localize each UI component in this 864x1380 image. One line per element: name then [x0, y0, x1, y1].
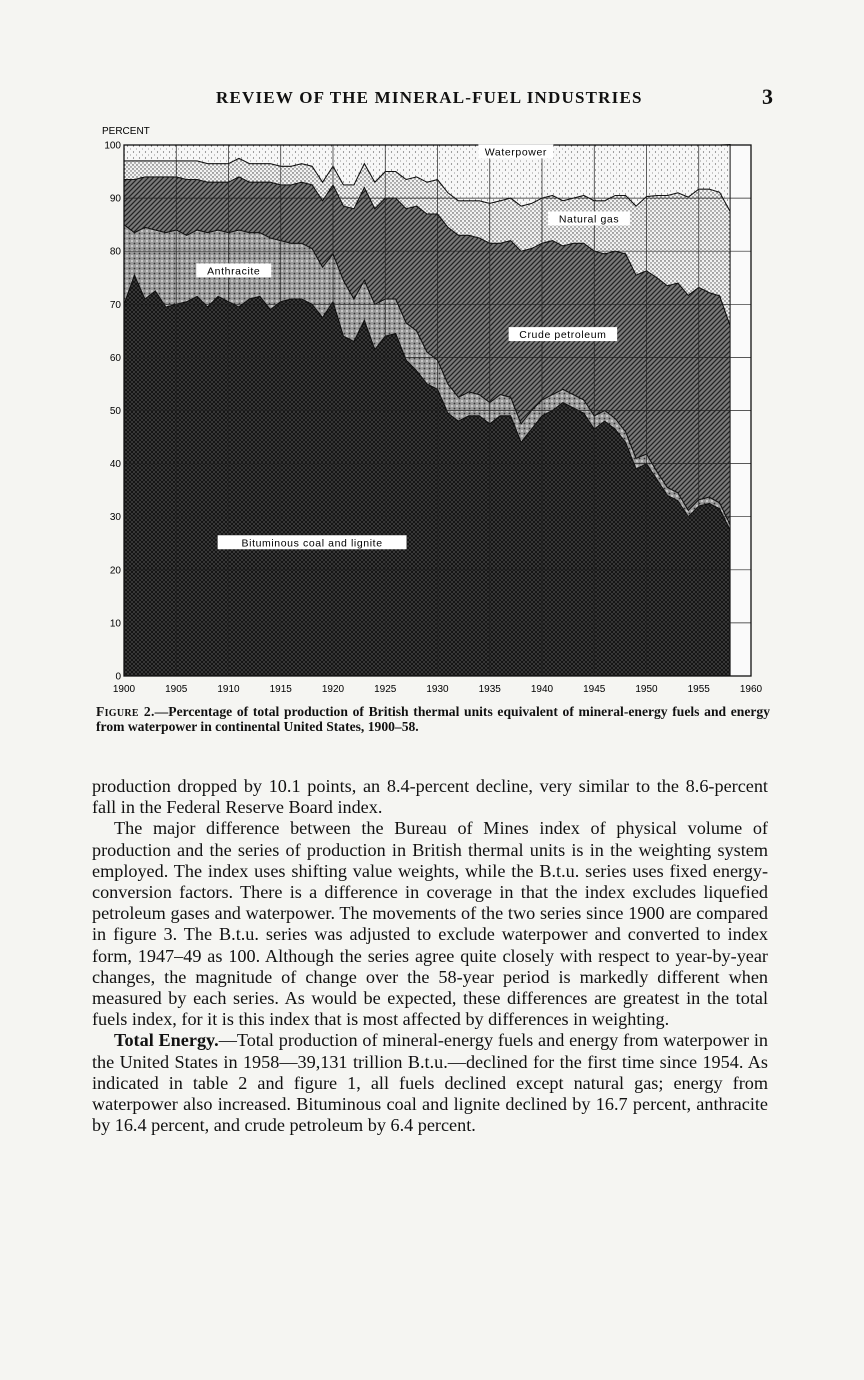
y-tick-label: 60 — [109, 352, 121, 364]
y-tick-label: 70 — [109, 299, 121, 311]
y-tick-label: 80 — [109, 246, 121, 258]
y-axis-title: PERCENT — [102, 126, 150, 137]
paragraph-2: The major difference between the Bureau of Mines index of physical volume of production and the series of production in British thermal units is in the weighting system employed. The index uses shifting value weights, while the B.t.u. series uses fixed energy-conversion factors. There is a difference in coverage in that the index excludes liquefied petroleum gases and waterpower. The movements of the two series since 1900 are compared in figure 3. The B.t.u. series was adjusted to exclude waterpower and converted to index form, 1947–49 as 100. Although the series agree quite closely with respect to year-by-year changes, the magnitude of change over the 58-year period is markedly different when measured by each series. As would be expected, these differences are greatest in the total fuels index, for it is this index that is most affected by differences in weighting. — [92, 818, 768, 1030]
figure-caption-label: Figure 2. — [96, 704, 155, 719]
x-tick-label: 1900 — [112, 684, 136, 695]
series-label-natural-gas — [548, 211, 630, 225]
x-tick-label: 1930 — [426, 684, 449, 695]
series-label-bituminous-coal-and-lignite — [218, 535, 407, 549]
x-tick-label: 1955 — [687, 684, 710, 695]
body-text — [92, 776, 768, 1136]
page-number: 3 — [762, 84, 773, 109]
y-tick-label: 10 — [109, 618, 121, 630]
x-tick-label: 1950 — [635, 684, 658, 695]
y-tick-label: 50 — [109, 406, 121, 417]
x-tick-label: 1925 — [374, 684, 397, 695]
paragraph-1: production dropped by 10.1 points, an 8.4-percent decline, very similar to the 8.6-percent fall in the Federal Reserve Board index. — [92, 776, 768, 818]
series-label-text: Waterpower — [484, 146, 547, 159]
x-tick-label: 1905 — [165, 684, 188, 695]
x-tick-label: 1920 — [321, 684, 345, 695]
figure-caption-text: —Percentage of total production of British thermal units equivalent of mineral-energy fuels and energy from waterpower in continental United States, 1900–58. — [96, 704, 770, 734]
x-tick-label: 1940 — [530, 684, 554, 695]
paragraph-3-text: —Total production of mineral-energy fuels and energy from waterpower in the United States in 1958—39,131 trillion B.t.u.—declined for the first time since 1954. As indicated in table 2 and figure 1, all fuels declined except natural gas; energy from waterpower also increased. Bituminous coal and lignite declined by 16.7 percent, anthracite by 16.4 percent, and crude petroleum by 6.4 percent. — [92, 1030, 768, 1136]
stacked-area-chart — [96, 120, 786, 700]
series-label-anthracite — [196, 263, 271, 277]
y-tick-label: 30 — [109, 512, 121, 524]
series-label-text: Crude petroleum — [519, 329, 607, 342]
x-tick-label: 1915 — [269, 684, 292, 695]
x-tick-label: 1945 — [583, 684, 606, 695]
y-tick-label: 100 — [104, 140, 121, 152]
y-tick-label: 0 — [115, 671, 121, 683]
y-tick-label: 40 — [109, 459, 121, 471]
x-tick-label: 1935 — [478, 684, 501, 695]
x-tick-label: 1960 — [739, 684, 763, 695]
series-label-crude-petroleum — [509, 327, 618, 341]
y-tick-label: 90 — [109, 193, 121, 205]
running-title: REVIEW OF THE MINERAL-FUEL INDUSTRIES — [216, 88, 643, 107]
run-in-heading: Total Energy. — [114, 1030, 219, 1051]
figure-caption — [96, 704, 770, 734]
paragraph-3 — [92, 1030, 768, 1136]
y-tick-label: 20 — [109, 565, 121, 577]
x-tick-label: 1910 — [217, 684, 240, 695]
figure-2 — [96, 120, 786, 700]
series-label-text: Anthracite — [207, 265, 261, 278]
series-label-waterpower — [478, 144, 553, 158]
series-label-text: Bituminous coal and lignite — [241, 537, 383, 550]
series-label-text: Natural gas — [558, 213, 620, 226]
